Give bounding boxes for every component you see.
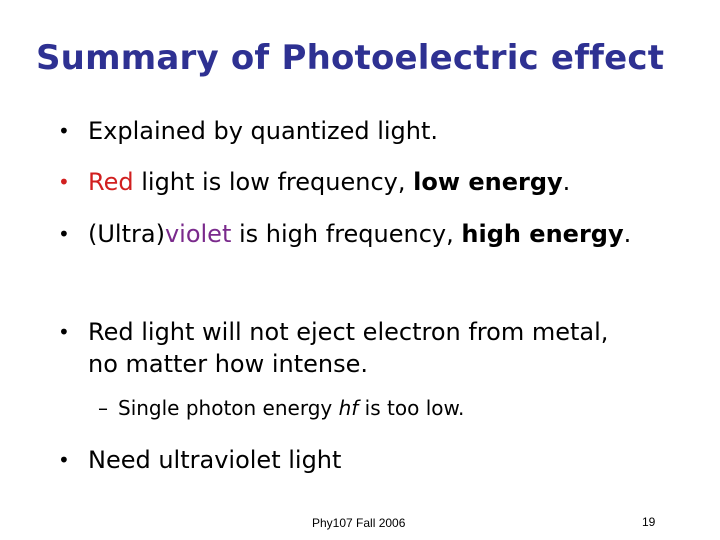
bullet-text: Explained by quantized light. bbox=[88, 117, 439, 145]
bullet-line-1: Red light will not eject electron from metal, bbox=[88, 318, 609, 346]
slide-title: Summary of Photoelectric effect bbox=[36, 38, 665, 78]
sub-bullet-text-part: Single photon energy bbox=[118, 396, 339, 420]
red-word: Red bbox=[88, 168, 134, 196]
hf-symbol: hf bbox=[338, 396, 359, 420]
bullet-text-part: . bbox=[562, 168, 571, 196]
bullet-marker: • bbox=[58, 170, 70, 194]
sub-bullet-text-part: is too low. bbox=[358, 396, 465, 420]
bullet-marker: • bbox=[58, 119, 70, 143]
bullet-text-part: (Ultra) bbox=[88, 220, 165, 248]
bullet-text bbox=[88, 166, 570, 198]
sub-bullet-marker: – bbox=[98, 396, 108, 420]
bullet-text-part: is high frequency, bbox=[231, 220, 462, 248]
bullet-text-part: . bbox=[623, 220, 632, 248]
bullet-text: Need ultraviolet light bbox=[88, 446, 342, 474]
violet-word: violet bbox=[164, 220, 232, 248]
bullet-marker: • bbox=[58, 222, 70, 246]
bullet-text bbox=[88, 316, 608, 380]
sub-bullet-photon-energy bbox=[98, 396, 464, 420]
bullet-text-part: light is low frequency, bbox=[133, 168, 414, 196]
low-energy-text: low energy bbox=[413, 168, 563, 196]
bullet-text bbox=[88, 218, 631, 250]
bullet-marker: • bbox=[58, 448, 70, 472]
page-number: 19 bbox=[642, 515, 656, 529]
bullet-marker: • bbox=[58, 320, 70, 344]
footer-course: Phy107 Fall 2006 bbox=[312, 516, 406, 530]
high-energy-text: high energy bbox=[461, 220, 624, 248]
bullet-line-2: no matter how intense. bbox=[88, 350, 369, 378]
